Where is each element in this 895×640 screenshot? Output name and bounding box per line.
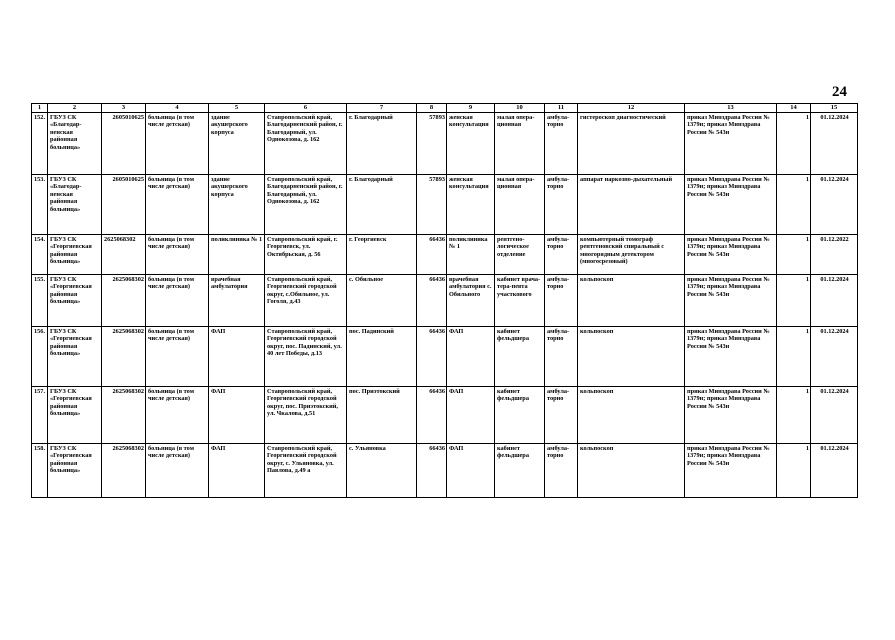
code-cell: 66436: [417, 235, 447, 275]
facility-type-cell: больница (в том числе детская): [146, 444, 209, 498]
row-number: 154.: [32, 235, 48, 275]
date-cell: 01.12.2022: [811, 235, 858, 275]
basis-cell: приказ Минздрава России № 1379н; приказ Минздрава России № 543н: [685, 275, 777, 327]
unit-cell: женская консультация: [447, 175, 495, 235]
inn-cell: 2605010625: [102, 175, 146, 235]
building-cell: поликлиника № 1: [209, 235, 265, 275]
table-row: [32, 113, 858, 175]
room-cell: малая опера-ционная: [495, 113, 545, 175]
unit-cell: поликлиника № 1: [447, 235, 495, 275]
organization-cell: ГБУЗ СК «Благодар-ненская районная больница»: [48, 175, 102, 235]
equipment-cell: кольпоскоп: [578, 275, 685, 327]
care-form-cell: амбула-торно: [545, 275, 578, 327]
address-cell: Ставропольский край, Благодарненский район, г. Благодарный, ул. Однокозова, д. 162: [265, 175, 347, 235]
organization-cell: ГБУЗ СК «Георгиевская районная больница»: [48, 235, 102, 275]
inn-cell: 2625068302: [102, 444, 146, 498]
care-form-cell: амбула-торно: [545, 113, 578, 175]
date-cell: 01.12.2024: [811, 275, 858, 327]
room-cell: кабинет фельдшера: [495, 387, 545, 444]
equipment-cell: кольпоскоп: [578, 387, 685, 444]
building-cell: здание акушерского корпуса: [209, 175, 265, 235]
row-number: 157.: [32, 387, 48, 444]
inn-cell: 2625068302: [102, 235, 146, 275]
basis-cell: приказ Минздрава России № 1379н; приказ Минздрава России № 543н: [685, 235, 777, 275]
care-form-cell: амбула-торно: [545, 444, 578, 498]
locality-cell: пос. Падинский: [347, 327, 417, 387]
column-number: 12: [578, 104, 685, 113]
equipment-cell: аппарат наркозно-дыхательный: [578, 175, 685, 235]
column-number: 2: [48, 104, 102, 113]
code-cell: 57893: [417, 175, 447, 235]
address-cell: Ставропольский край, г. Георгиевск, ул. Октябрьская, д. 56: [265, 235, 347, 275]
inn-cell: 2625068302: [102, 387, 146, 444]
locality-cell: с. Ульяновка: [347, 444, 417, 498]
code-cell: 66436: [417, 444, 447, 498]
room-cell: рентгено-логическое отделение: [495, 235, 545, 275]
organization-cell: ГБУЗ СК «Георгиевская районная больница»: [48, 387, 102, 444]
basis-cell: приказ Минздрава России № 1379н; приказ Минздрава России № 543н: [685, 387, 777, 444]
building-cell: врачебная амбулатория: [209, 275, 265, 327]
building-cell: ФАП: [209, 387, 265, 444]
date-cell: 01.12.2024: [811, 113, 858, 175]
quantity-cell: 1: [777, 113, 811, 175]
quantity-cell: 1: [777, 327, 811, 387]
basis-cell: приказ Минздрава России № 1379н; приказ Минздрава России № 543н: [685, 327, 777, 387]
code-cell: 66436: [417, 387, 447, 444]
code-cell: 66436: [417, 327, 447, 387]
quantity-cell: 1: [777, 175, 811, 235]
table-row: [32, 327, 858, 387]
address-cell: Ставропольский край, Георгиевский городской округ, с. Ульяновка, ул. Павлова, д.49 а: [265, 444, 347, 498]
inn-cell: 2625068302: [102, 275, 146, 327]
locality-cell: г. Георгиевск: [347, 235, 417, 275]
unit-cell: ФАП: [447, 387, 495, 444]
row-number: 156.: [32, 327, 48, 387]
column-number: 6: [265, 104, 347, 113]
equipment-cell: кольпоскоп: [578, 444, 685, 498]
address-cell: Ставропольский край, Георгиевский городской округ, пос. Приэтокский, ул. Чкалова, д.51: [265, 387, 347, 444]
basis-cell: приказ Минздрава России № 1379н; приказ Минздрава России № 543н: [685, 175, 777, 235]
unit-cell: ФАП: [447, 444, 495, 498]
column-number: 1: [32, 104, 48, 113]
room-cell: кабинет врача-тера-певта участкового: [495, 275, 545, 327]
inn-cell: 2625068302: [102, 327, 146, 387]
code-cell: 57893: [417, 113, 447, 175]
row-number: 152.: [32, 113, 48, 175]
facility-type-cell: больница (в том числе детская): [146, 327, 209, 387]
room-cell: малая опера-ционная: [495, 175, 545, 235]
equipment-cell: гистероскоп диагностический: [578, 113, 685, 175]
row-number: 158.: [32, 444, 48, 498]
room-cell: кабинет фельдшера: [495, 327, 545, 387]
facility-type-cell: больница (в том числе детская): [146, 235, 209, 275]
unit-cell: врачебная амбулатория с. Обильного: [447, 275, 495, 327]
building-cell: здание акушерского корпуса: [209, 113, 265, 175]
quantity-cell: 1: [777, 444, 811, 498]
locality-cell: г. Благодарный: [347, 113, 417, 175]
row-number: 153.: [32, 175, 48, 235]
column-number: 13: [685, 104, 777, 113]
date-cell: 01.12.2024: [811, 327, 858, 387]
equipment-cell: кольпоскоп: [578, 327, 685, 387]
equipment-table: [31, 103, 858, 498]
basis-cell: приказ Минздрава России № 1379н; приказ Минздрава России № 543н: [685, 113, 777, 175]
column-number: 15: [811, 104, 858, 113]
column-number: 9: [447, 104, 495, 113]
equipment-cell: компьютерный томограф рентгеновский спиральный с многорядным детектором (многосрезовый): [578, 235, 685, 275]
care-form-cell: амбула-торно: [545, 387, 578, 444]
date-cell: 01.12.2024: [811, 175, 858, 235]
page-number: 24: [832, 84, 847, 100]
column-number: 14: [777, 104, 811, 113]
basis-cell: приказ Минздрава России № 1379н; приказ Минздрава России № 543н: [685, 444, 777, 498]
building-cell: ФАП: [209, 327, 265, 387]
table-row: [32, 275, 858, 327]
facility-type-cell: больница (в том числе детская): [146, 175, 209, 235]
column-number: 5: [209, 104, 265, 113]
row-number: 155.: [32, 275, 48, 327]
unit-cell: женская консультация: [447, 113, 495, 175]
column-number: 4: [146, 104, 209, 113]
locality-cell: пос. Приэтокский: [347, 387, 417, 444]
care-form-cell: амбула-торно: [545, 327, 578, 387]
organization-cell: ГБУЗ СК «Георгиевская районная больница»: [48, 327, 102, 387]
organization-cell: ГБУЗ СК «Георгиевская районная больница»: [48, 444, 102, 498]
address-cell: Ставропольский край, Благодарненский район, г. Благодарный, ул. Однокозова, д. 162: [265, 113, 347, 175]
table-row: [32, 175, 858, 235]
inn-cell: 2605010625: [102, 113, 146, 175]
table-row: [32, 387, 858, 444]
organization-cell: ГБУЗ СК «Георгиевская районная больница»: [48, 275, 102, 327]
column-number: 11: [545, 104, 578, 113]
locality-cell: с. Обильное: [347, 275, 417, 327]
care-form-cell: амбула-торно: [545, 235, 578, 275]
address-cell: Ставропольский край, Георгиевский городской округ, пос. Падинский, ул. 40 лет Победы, д.13: [265, 327, 347, 387]
facility-type-cell: больница (в том числе детская): [146, 275, 209, 327]
table-row: [32, 444, 858, 498]
quantity-cell: 1: [777, 387, 811, 444]
table-row: [32, 235, 858, 275]
facility-type-cell: больница (в том числе детская): [146, 113, 209, 175]
address-cell: Ставропольский край, Георгиевский городской округ, с.Обильное, ул. Гоголя, д.43: [265, 275, 347, 327]
unit-cell: ФАП: [447, 327, 495, 387]
code-cell: 66436: [417, 275, 447, 327]
date-cell: 01.12.2024: [811, 387, 858, 444]
date-cell: 01.12.2024: [811, 444, 858, 498]
locality-cell: г. Благодарный: [347, 175, 417, 235]
facility-type-cell: больница (в том числе детская): [146, 387, 209, 444]
column-number: 8: [417, 104, 447, 113]
care-form-cell: амбула-торно: [545, 175, 578, 235]
header-row: [32, 104, 858, 113]
column-number: 7: [347, 104, 417, 113]
organization-cell: ГБУЗ СК «Благодар-ненская районная больница»: [48, 113, 102, 175]
building-cell: ФАП: [209, 444, 265, 498]
column-number: 10: [495, 104, 545, 113]
quantity-cell: 1: [777, 275, 811, 327]
column-number: 3: [102, 104, 146, 113]
room-cell: кабинет фельдшера: [495, 444, 545, 498]
quantity-cell: 1: [777, 235, 811, 275]
